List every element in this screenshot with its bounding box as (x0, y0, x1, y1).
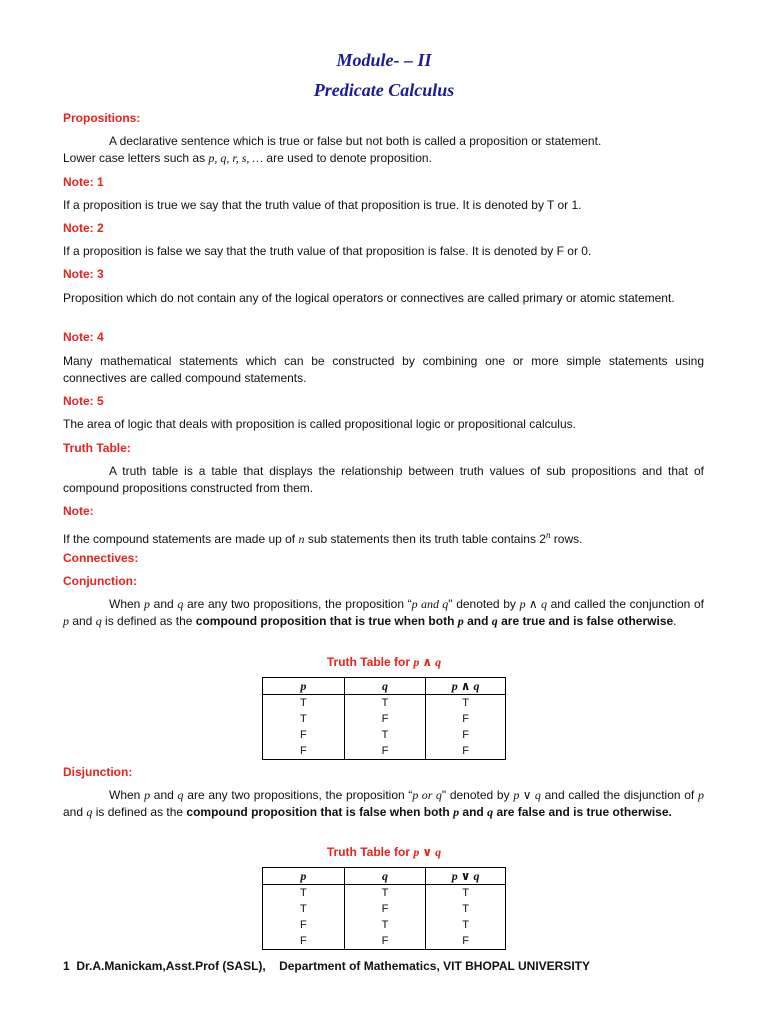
note-5-heading: Note: 5 (63, 394, 104, 408)
table-cell: F (426, 933, 506, 950)
note-rows-text: If the compound statements are made up of n sub statements then its truth table contains 2$^n$ rows. (63, 530, 583, 546)
table-row (263, 901, 506, 917)
note-5-text: The area of logic that deals with proposition is called propositional logic or propositional calculus. (63, 417, 576, 431)
note-4-heading: Note: 4 (63, 330, 104, 344)
table-cell: F (263, 743, 345, 760)
conjunction-truth-table (262, 677, 506, 760)
propositions-heading: Propositions: (63, 111, 141, 125)
column-header: p ∧ q (426, 678, 506, 695)
page-footer (63, 959, 590, 973)
table-cell: T (426, 901, 506, 917)
propositions-notation: Lower case letters such as p, q, r, s, … are used to denote proposition. (63, 151, 432, 165)
table-row (263, 711, 506, 727)
table-cell: F (344, 901, 426, 917)
column-header: p (263, 868, 345, 885)
propositions-paragraph (63, 133, 704, 167)
note-1-heading: Note: 1 (63, 175, 104, 189)
note-1-text: If a proposition is true we say that the truth value of that proposition is true. It is denoted by T or 1. (63, 198, 582, 212)
table-cell: F (344, 743, 426, 760)
table-cell: T (263, 695, 345, 712)
note-2-heading: Note: 2 (63, 221, 104, 235)
table-cell: F (263, 933, 345, 950)
table-cell: T (426, 695, 506, 712)
table-cell: F (426, 711, 506, 727)
table-cell: T (426, 885, 506, 902)
page-number: 1 (63, 959, 70, 973)
table-row (263, 695, 506, 712)
disjunction-table-caption: Truth Table for p ∨ q (326, 845, 442, 859)
table-cell: T (344, 695, 426, 712)
table-cell: F (426, 743, 506, 760)
subject-title: Predicate Calculus (313, 80, 455, 100)
note-heading: Note: (63, 504, 94, 518)
column-header: p ∨ q (426, 868, 506, 885)
conjunction-table-caption: Truth Table for p ∧ q (326, 655, 442, 669)
note-2-text: If a proposition is false we say that the truth value of that proposition is false. It is denoted by F or 0. (63, 244, 592, 258)
conjunction-definition: When p and q are any two propositions, the proposition “p and q" denoted by p ∧ q and called the conjunction of p and q is defined as the compound proposition that is true when both p and q are true and is false otherwise. (63, 597, 705, 628)
note-3-text: Proposition which do not contain any of the logical operators or connectives are called primary or atomic statement. (63, 291, 675, 305)
column-header: p (263, 678, 345, 695)
propositions-definition: A declarative sentence which is true or false but not both is called a proposition or statement. (109, 134, 602, 148)
disjunction-definition: When p and q are any two propositions, the proposition “p or q" denoted by p ∨ q and called the disjunction of p and q is defined as the compound proposition that is false when both p and q are false and is true otherwise. (63, 788, 704, 819)
truth-table-heading: Truth Table: (63, 441, 131, 455)
note-4-text: Many mathematical statements which can be constructed by combining one or more simple statements using connectives are called compound statements. (63, 354, 704, 385)
table-cell: F (344, 711, 426, 727)
truth-table-definition: A truth table is a table that displays the relationship between truth values of sub propositions and that of compound propositions constructed from them. (63, 464, 704, 495)
table-cell: F (263, 727, 345, 743)
table-header-row (263, 678, 506, 695)
table-cell: T (263, 901, 345, 917)
table-row (263, 917, 506, 933)
footer-author: Dr.A.Manickam,Asst.Prof (SASL), (76, 959, 266, 973)
table-row (263, 885, 506, 902)
table-cell: T (426, 917, 506, 933)
table-cell: T (344, 727, 426, 743)
table-cell: T (263, 885, 345, 902)
column-header: q (344, 868, 426, 885)
table-cell: T (344, 885, 426, 902)
note-3-heading: Note: 3 (63, 267, 104, 281)
disjunction-truth-table (262, 867, 506, 950)
connectives-heading: Connectives: (63, 551, 139, 565)
table-cell: T (344, 917, 426, 933)
column-header: q (344, 678, 426, 695)
table-cell: F (426, 727, 506, 743)
table-cell: F (263, 917, 345, 933)
table-cell: F (344, 933, 426, 950)
table-row (263, 727, 506, 743)
conjunction-heading: Conjunction: (63, 574, 137, 588)
footer-department: Department of Mathematics, VIT BHOPAL UNIVERSITY (279, 959, 591, 973)
table-row (263, 743, 506, 760)
table-row (263, 933, 506, 950)
disjunction-heading: Disjunction: (63, 765, 133, 779)
module-title: Module- – II (336, 50, 432, 70)
table-cell: T (263, 711, 345, 727)
table-header-row (263, 868, 506, 885)
